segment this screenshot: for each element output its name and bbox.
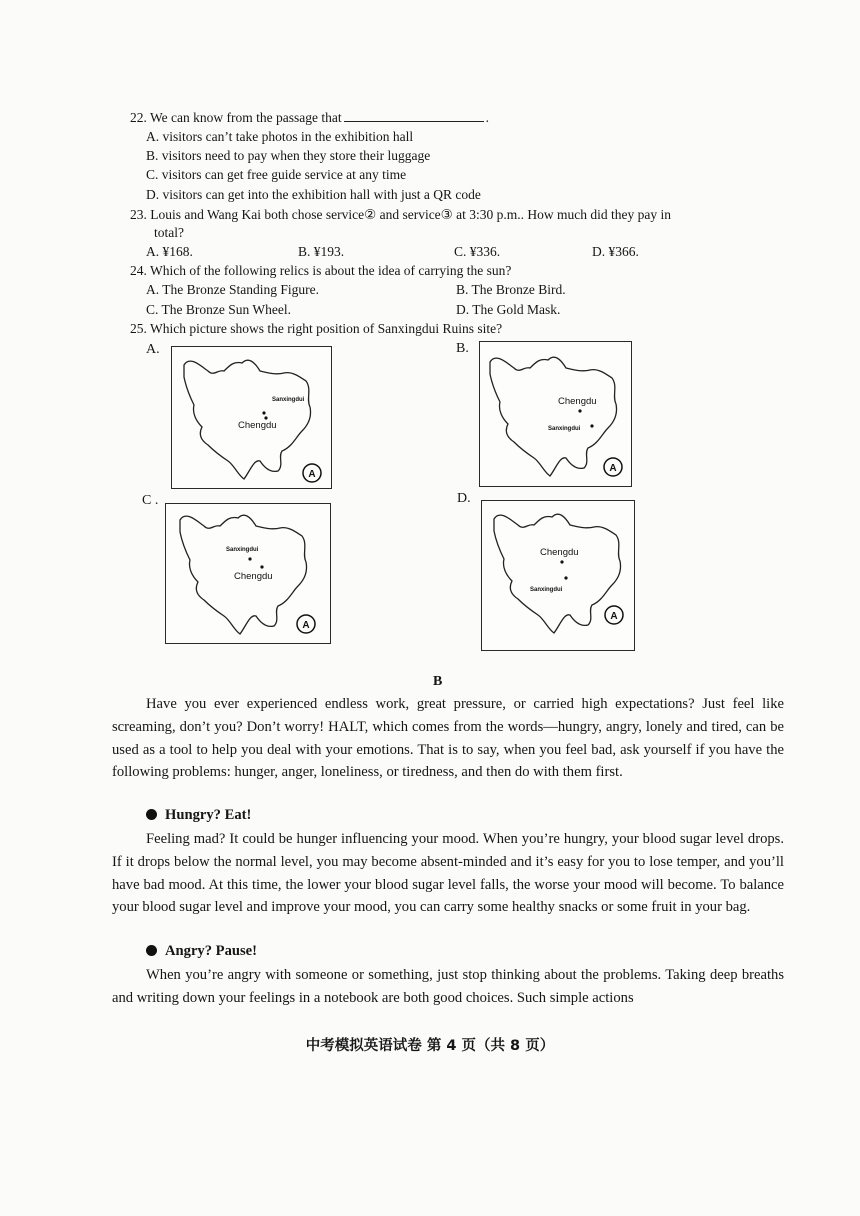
compass-letter: A xyxy=(610,611,618,622)
q24-option-a: A. The Bronze Standing Figure. xyxy=(146,282,319,297)
site-label: Sanxingdui xyxy=(226,547,259,553)
map-d xyxy=(481,500,635,651)
heading-angry xyxy=(146,943,257,960)
heading-angry-text: Angry? Pause! xyxy=(165,943,258,959)
question-23-cont: total? xyxy=(154,225,184,240)
section-b-title: B xyxy=(433,674,443,689)
bullet-icon xyxy=(146,809,157,820)
city-dot xyxy=(260,565,263,568)
q22-option-a: A. visitors can’t take photos in the exhibition hall xyxy=(146,129,414,144)
q23-option-c: C. ¥336. xyxy=(454,244,501,259)
site-label: Sanxingdui xyxy=(272,397,305,403)
question-22-tail: . xyxy=(485,110,489,125)
city-label: Chengdu xyxy=(238,420,277,431)
bullet-icon xyxy=(146,945,157,956)
city-dot xyxy=(560,560,563,563)
q23-option-b: B. ¥193. xyxy=(298,244,345,259)
question-23-text: 23. Louis and Wang Kai both chose service② and service③ at 3:30 p.m.. How much did they pay in xyxy=(130,207,672,222)
map-c xyxy=(165,503,331,644)
page-footer: 中考模拟英语试卷 第 4 页（共 8 页） xyxy=(305,1038,555,1054)
paragraph-angry: When you’re angry with someone or something, just stop thinking about the problems. Taking deep breaths and writing down your feelings in a notebook are both good choices. Such simple actions xyxy=(112,967,784,1006)
compass-letter: A xyxy=(609,463,617,474)
sichuan-outline xyxy=(490,357,617,476)
question-24-text: 24. Which of the following relics is about the idea of carrying the sun? xyxy=(130,263,512,278)
compass-letter: A xyxy=(302,620,310,631)
question-25-text: 25. Which picture shows the right position of Sanxingdui Ruins site? xyxy=(130,321,503,336)
q24-option-d: D. The Gold Mask. xyxy=(456,302,561,317)
map-c-letter: C . xyxy=(142,493,159,508)
map-a xyxy=(171,346,332,489)
site-label: Sanxingdui xyxy=(548,426,581,432)
site-label: Sanxingdui xyxy=(530,587,563,593)
q22-option-c: C. visitors can get free guide service at any time xyxy=(146,167,407,182)
city-label: Chengdu xyxy=(234,571,273,582)
compass-letter: A xyxy=(308,469,316,480)
section-b-intro: Have you ever experienced endless work, great pressure, or carried high expectations? Just feel like screaming, don’t you? Don’t worry! HALT, which comes from the words—hungry, angry, lonely and tired, can be used as a tool to help you deal with your emotions. That is to say, when you feel bad, ask yourself if you have the following problems: hunger, anger, loneliness, or tiredness, and then do with them first. xyxy=(112,696,784,781)
city-dot xyxy=(264,416,267,419)
q24-option-b: B. The Bronze Bird. xyxy=(456,282,566,297)
map-b xyxy=(479,341,632,487)
answer-blank xyxy=(344,109,484,122)
sichuan-outline xyxy=(494,514,621,633)
site-dot xyxy=(248,557,251,560)
city-label: Chengdu xyxy=(540,547,579,558)
paragraph-hungry: Feeling mad? It could be hunger influencing your mood. When you’re hungry, your blood sugar level drops. If it drops below the normal level, you may become absent-minded and it’s easy for you to lose temper, and you’ll have bad mood. At this time, the lower your blood sugar level falls, the worse your mood will become. To balance your blood sugar level and improve your mood, you can carry some healthy snacks or some fruit in your bag. xyxy=(112,831,784,916)
q22-option-b: B. visitors need to pay when they store their luggage xyxy=(146,148,431,163)
map-d-letter: D. xyxy=(457,491,471,506)
q23-option-d: D. ¥366. xyxy=(592,244,639,259)
site-dot xyxy=(262,411,265,414)
site-dot xyxy=(590,424,593,427)
q24-option-c: C. The Bronze Sun Wheel. xyxy=(146,302,291,317)
city-dot xyxy=(578,409,581,412)
question-22 xyxy=(130,109,489,127)
map-a-letter: A. xyxy=(146,342,160,357)
city-label: Chengdu xyxy=(558,396,597,407)
q23-option-a: A. ¥168. xyxy=(146,244,193,259)
map-b-letter: B. xyxy=(456,341,469,356)
site-dot xyxy=(564,576,567,579)
heading-hungry-text: Hungry? Eat! xyxy=(165,807,252,823)
heading-hungry xyxy=(146,807,251,824)
question-22-text: 22. We can know from the passage that xyxy=(130,110,342,125)
q22-option-d: D. visitors can get into the exhibition hall with just a QR code xyxy=(146,187,481,202)
